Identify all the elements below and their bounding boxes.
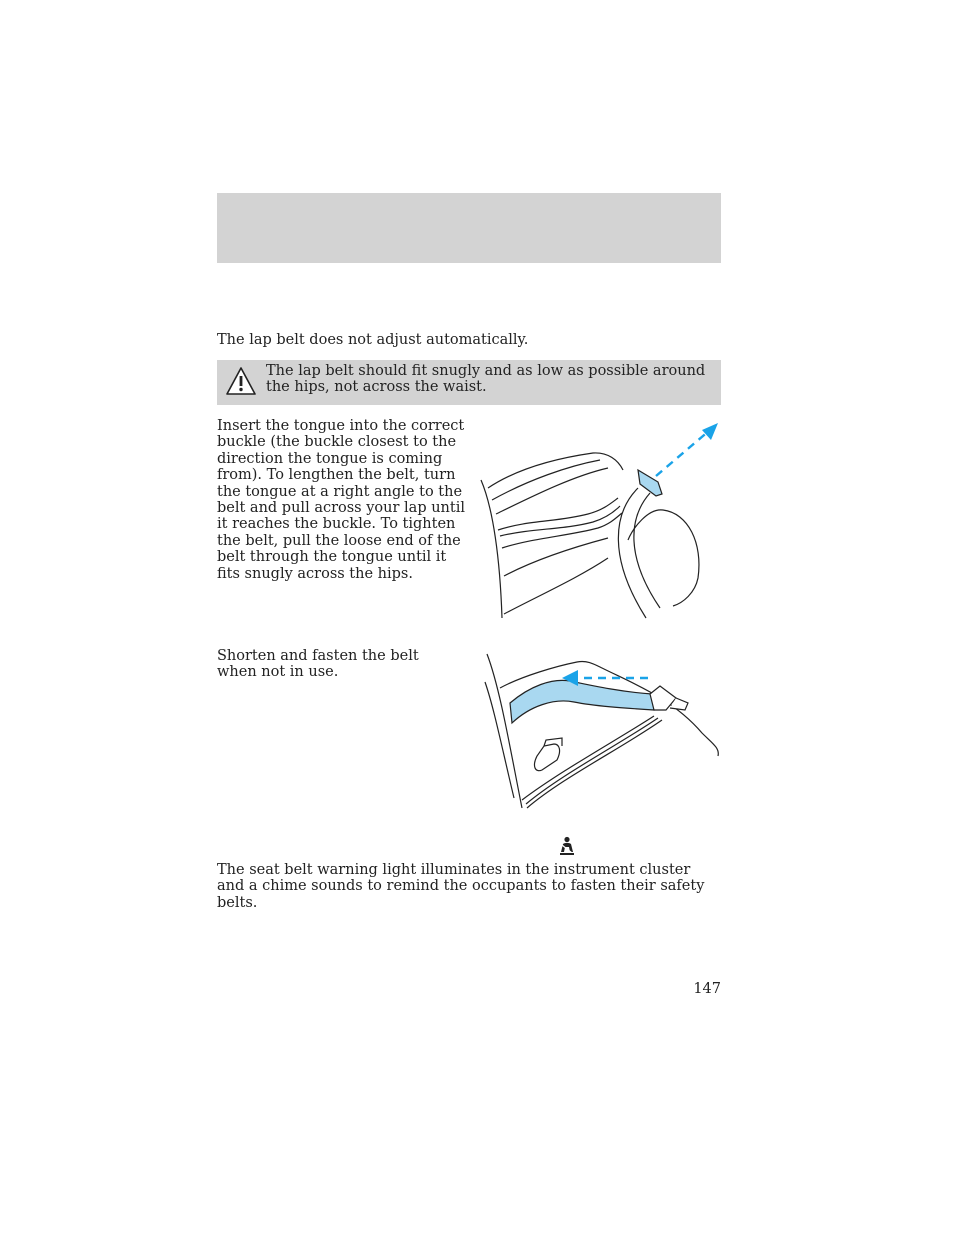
shorten-instructions-text: Shorten and fasten the belt when not in use. <box>217 648 419 681</box>
section-header-band <box>217 193 721 263</box>
page-number: 147 <box>693 981 721 997</box>
seat-belt-warning-light-icon <box>558 836 576 856</box>
lap-belt-shorten-illustration <box>482 648 722 813</box>
lap-belt-intro-text: The lap belt does not adjust automatically. <box>217 332 529 348</box>
lengthen-instructions-text: Insert the tongue into the correct buckle (the buckle closest to the direction the tongue is coming from). To lengthen the belt, turn the tongue at a right angle to the belt and pull across your lap until it reaches the buckle. To tighten the belt, pull the loose end of the belt through the tongue until it fits snugly across the hips. <box>217 418 465 582</box>
warning-text: The lap belt should fit snugly and as low as possible around the hips, not across the waist. <box>266 363 706 396</box>
warning-light-description-text: The seat belt warning light illuminates in the instrument cluster and a chime sounds to remind the occupants to fasten their safety belts. <box>217 862 705 911</box>
warning-triangle-icon <box>225 366 257 396</box>
warning-box <box>217 360 721 405</box>
lap-belt-lengthen-illustration <box>478 418 723 633</box>
